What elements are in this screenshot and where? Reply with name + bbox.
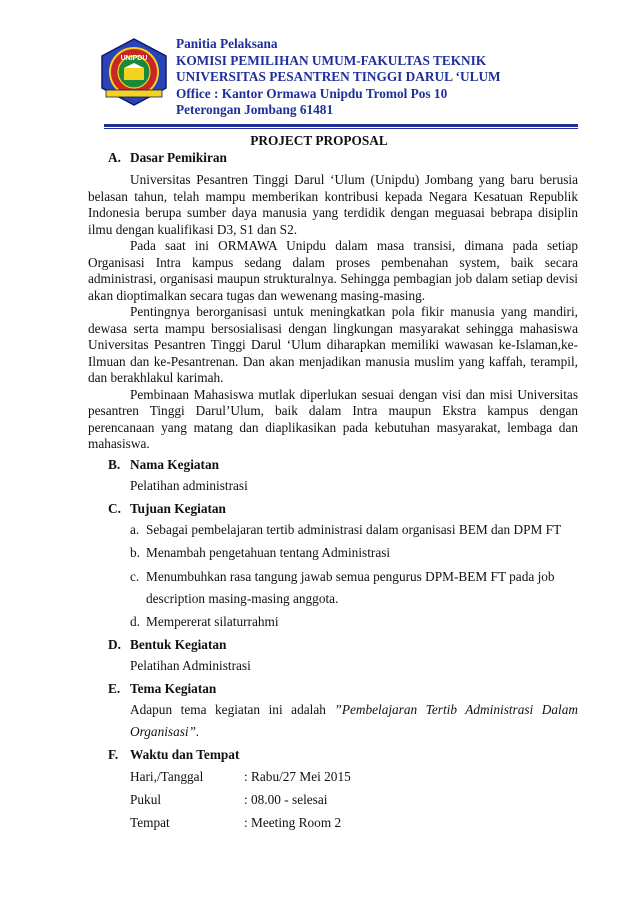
letterhead	[176, 36, 501, 119]
section-heading-f	[88, 745, 578, 765]
list-letter: b.	[130, 545, 140, 560]
section-text: Pelatihan Administrasi	[130, 658, 251, 673]
list-letter: c.	[130, 568, 140, 584]
section-label: C.	[108, 500, 121, 516]
logo-text: UNIPDU	[120, 55, 148, 62]
header-divider-thin	[104, 128, 578, 129]
section-title: Tema Kegiatan	[130, 681, 217, 696]
list-letter: d.	[130, 614, 140, 629]
list-text: Menambah pengetahuan tentang Administrasi	[146, 545, 391, 560]
letterhead-line: Panitia Pelaksana	[176, 36, 278, 51]
paragraph: Pada saat ini ORMAWA Unipdu dalam masa transisi, dimana pada setiap Organisasi Intra kampus sedang dalam proses pembenahan system, baik secara administrasi, organisasi maupun strukturalnya. Sehingga pembagian job dalam setiap devisi akan dioptimalkan secara tugas dan wewenang masing-masing.	[88, 238, 578, 303]
list-letter: a.	[130, 521, 140, 537]
section-title: Dasar Pemikiran	[130, 150, 227, 165]
table-value: : 08.00 - selesai	[244, 792, 328, 807]
paragraph: Pembinaan Mahasiswa mutlak diperlukan sesuai dengan visi dan misi Universitas pesantren Tinggi Darul’Ulum, baik dalam Intra maupun Ekstra kampus dengan perencanaan yang matang dan diaplikasikan pada kebutuhan masyarakat, lembaga dan mahasiswa.	[88, 386, 578, 451]
table-key: Pukul	[130, 792, 162, 807]
section-label: F.	[108, 747, 119, 762]
table-row	[128, 811, 353, 834]
letterhead-line: UNIVERSITAS PESANTREN TINGGI DARUL ‘ULUM	[176, 69, 501, 84]
list-text: Mempererat silaturrahmi	[146, 614, 279, 629]
list-item	[88, 542, 578, 564]
letterhead-line: Peterongan Jombang 61481	[176, 102, 334, 117]
list-item	[88, 519, 578, 541]
table-row	[128, 765, 353, 788]
section-label: A.	[108, 150, 121, 165]
letterhead-line: Office : Kantor Ormawa Unipdu Tromol Pos 10	[176, 85, 448, 101]
section-label: B.	[108, 456, 121, 472]
header-divider	[104, 124, 578, 127]
paragraph: Pentingnya berorganisasi untuk meningkatkan pola fikir manusia yang mandiri, dewasa serta mampu bersosialisasi dengan lingkungan masyarakat sehingga mahasiswa Universitas Pesantren Tinggi Darul ‘Ulum diharapkan memiliki wawasan ke-Islaman,ke-Ilmuan dan ke-Pesantrenan. Dan akan menjadikan manusia muslim yang kaffah, terampil, dan berakhlakul karimah.	[88, 304, 578, 385]
section-label: E.	[108, 681, 121, 696]
theme-text-italic: ”Pembelajaran Tertib Administrasi Dalam Organisasi”.	[130, 702, 578, 739]
objectives-list	[88, 519, 578, 634]
paragraph: Universitas Pesantren Tinggi Darul ‘Ulum (Unipdu) Jombang yang baru berusia belasan tahun, telah mampu memberikan kontribusi kepada Negara Kesatuan Republik Indonesia berupa sumber daya manusia yang terdidik dengan meguasai bebrapa disiplin ilmu dengan kualifikasi D3, S1 dan S2.	[88, 172, 578, 237]
section-heading-e	[88, 679, 578, 699]
section-heading-a	[88, 148, 578, 168]
list-text: Sebagai pembelajaran tertib administrasi dalam organisasi BEM dan DPM FT	[146, 521, 562, 537]
letterhead-line: KOMISI PEMILIHAN UMUM-FAKULTAS TEKNIK	[176, 52, 487, 68]
list-item	[88, 566, 578, 610]
section-label: D.	[108, 637, 121, 652]
section-text: Pelatihan administrasi	[130, 477, 248, 493]
section-heading-b	[88, 455, 578, 475]
university-seal-icon	[100, 38, 168, 106]
table-value: : Meeting Room 2	[244, 815, 342, 830]
section-title: Tujuan Kegiatan	[130, 500, 226, 516]
section-title: Nama Kegiatan	[130, 456, 220, 472]
table-key: Tempat	[130, 815, 170, 830]
table-value: : Rabu/27 Mei 2015	[244, 769, 351, 784]
schedule-table	[128, 765, 353, 834]
table-row	[128, 788, 353, 811]
section-title: Waktu dan Tempat	[130, 747, 240, 762]
list-text: Menumbuhkan rasa tangung jawab semua pengurus DPM-BEM FT pada job description masing-masing anggota.	[146, 568, 555, 606]
list-item	[88, 611, 578, 633]
section-heading-d	[88, 635, 578, 655]
proposal-body	[88, 148, 578, 834]
section-title: Bentuk Kegiatan	[130, 637, 227, 652]
section-heading-c	[88, 499, 578, 519]
theme-text	[88, 699, 578, 743]
table-key: Hari,/Tanggal	[130, 769, 204, 784]
theme-text-plain: Adapun tema kegiatan ini adalah	[130, 702, 335, 717]
document-title: PROJECT PROPOSAL	[250, 133, 388, 148]
